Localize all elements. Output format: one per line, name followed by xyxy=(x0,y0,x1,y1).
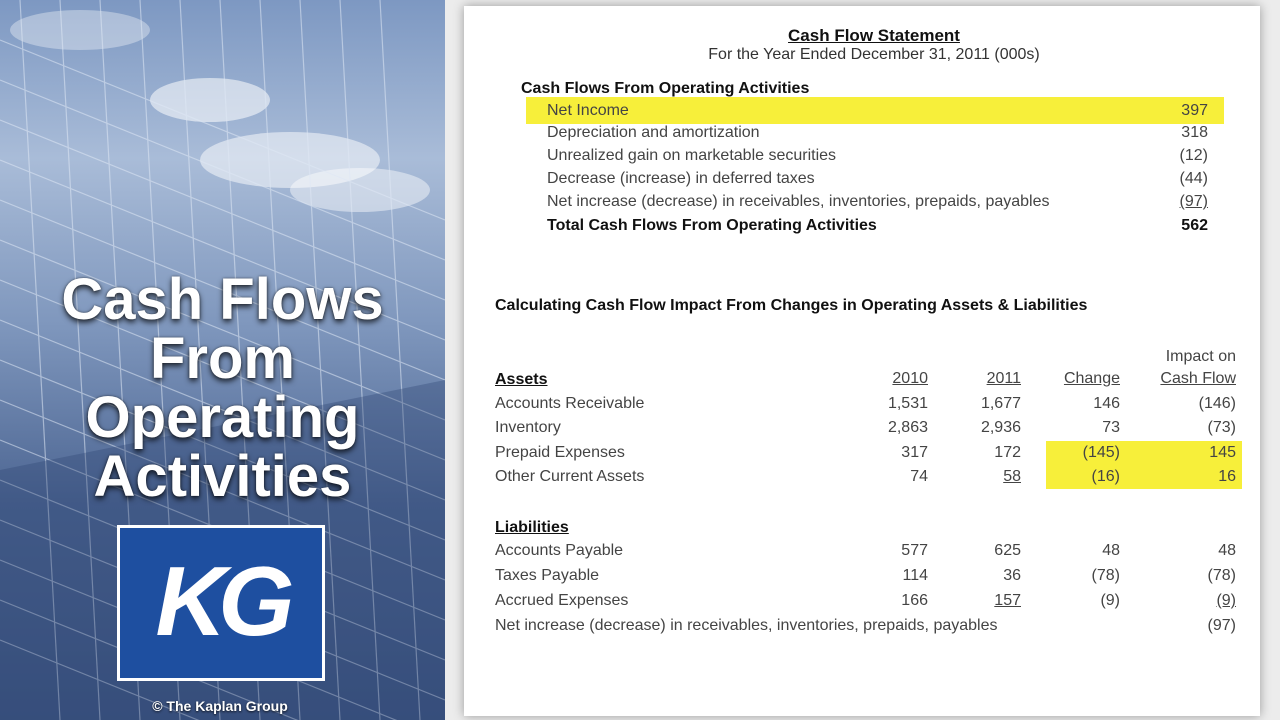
liability-row-2010: 166 xyxy=(901,592,928,609)
asset-row-impact: 16 xyxy=(1218,468,1236,485)
statement-row-label: Net Income xyxy=(547,102,629,119)
operating-section-heading: Cash Flows From Operating Activities xyxy=(521,80,810,97)
calc-heading: Calculating Cash Flow Impact From Changes in Operating Assets & Liabilities xyxy=(495,297,1088,314)
asset-row-label: Prepaid Expenses xyxy=(495,444,625,461)
liability-row-change: (78) xyxy=(1091,567,1120,584)
slide-title-line: Cash Flows xyxy=(61,267,384,332)
asset-row-label: Accounts Receivable xyxy=(495,395,645,412)
slide-title-line: Operating xyxy=(85,385,360,450)
liability-row-impact: 48 xyxy=(1218,542,1236,559)
asset-row-2011: 1,677 xyxy=(980,395,1021,412)
asset-row-2010: 2,863 xyxy=(887,419,928,436)
statement-title: Cash Flow Statement xyxy=(788,26,960,45)
asset-row-change: 146 xyxy=(1093,395,1120,412)
column-header-impact: Cash Flow xyxy=(1160,370,1236,387)
liability-row-change: 48 xyxy=(1102,542,1120,559)
asset-row-change: 73 xyxy=(1102,419,1120,436)
asset-row-2010: 1,531 xyxy=(887,395,928,412)
liability-row-label: Accounts Payable xyxy=(495,542,624,559)
asset-row-label: Inventory xyxy=(495,419,561,436)
statement-row-label: Net increase (decrease) in receivables, inventories, prepaids, payables xyxy=(547,193,1050,210)
copyright-notice: © The Kaplan Group xyxy=(152,698,288,714)
title-panel xyxy=(0,0,445,720)
statement-row-label: Decrease (increase) in deferred taxes xyxy=(547,170,815,187)
net-row-label: Net increase (decrease) in receivables, inventories, prepaids, payables xyxy=(495,617,998,634)
liability-row-change: (9) xyxy=(1100,592,1120,609)
asset-row-change: (16) xyxy=(1091,468,1120,485)
statement-subtitle: For the Year Ended December 31, 2011 (000s) xyxy=(708,46,1040,63)
slide-title-line: From xyxy=(150,326,295,391)
asset-row-impact: (73) xyxy=(1207,419,1236,436)
statement-page xyxy=(464,6,1260,716)
slide-title-line: Activities xyxy=(93,444,352,509)
asset-row-2010: 74 xyxy=(910,468,928,485)
statement-row-value: 397 xyxy=(1181,102,1208,119)
liability-row-impact: (9) xyxy=(1216,592,1236,609)
liability-row-2010: 577 xyxy=(901,542,928,559)
statement-row-value: (44) xyxy=(1179,170,1208,187)
liability-row-label: Accrued Expenses xyxy=(495,592,629,609)
asset-row-2011: 2,936 xyxy=(980,419,1021,436)
column-header-2011: 2011 xyxy=(986,370,1021,387)
logo-text: KG xyxy=(155,546,287,656)
asset-row-change: (145) xyxy=(1082,444,1120,461)
asset-row-label: Other Current Assets xyxy=(495,468,645,485)
total-value: 562 xyxy=(1181,217,1208,234)
logo-background xyxy=(120,528,322,678)
liability-row-2011: 36 xyxy=(1003,567,1021,584)
liability-row-2011: 625 xyxy=(994,542,1021,559)
asset-row-2011: 58 xyxy=(1003,468,1021,485)
asset-row-2010: 317 xyxy=(901,444,928,461)
statement-row-value: 318 xyxy=(1181,124,1208,141)
total-label: Total Cash Flows From Operating Activities xyxy=(547,217,877,234)
liability-row-impact: (78) xyxy=(1207,567,1236,584)
asset-row-impact: 145 xyxy=(1209,444,1236,461)
column-header-2010: 2010 xyxy=(892,370,928,387)
liability-row-label: Taxes Payable xyxy=(495,567,600,584)
net-row-impact: (97) xyxy=(1207,617,1236,634)
asset-row-2011: 172 xyxy=(994,444,1021,461)
statement-row-label: Depreciation and amortization xyxy=(547,124,760,141)
column-header-change: Change xyxy=(1063,370,1120,387)
liability-row-2011: 157 xyxy=(994,592,1021,609)
net-income-highlight xyxy=(526,97,1224,124)
statement-row-label: Unrealized gain on marketable securities xyxy=(547,147,837,164)
liability-row-2010: 114 xyxy=(902,567,928,584)
impact-header-line1: Impact on xyxy=(1165,348,1236,365)
slide-title xyxy=(0,267,445,509)
asset-row-impact: (146) xyxy=(1198,395,1236,412)
assets-heading: Assets xyxy=(495,371,548,388)
statement-row-value: (97) xyxy=(1179,193,1208,210)
liabilities-heading: Liabilities xyxy=(495,519,569,536)
kaplan-group-logo xyxy=(117,525,325,681)
statement-row-value: (12) xyxy=(1179,147,1208,164)
